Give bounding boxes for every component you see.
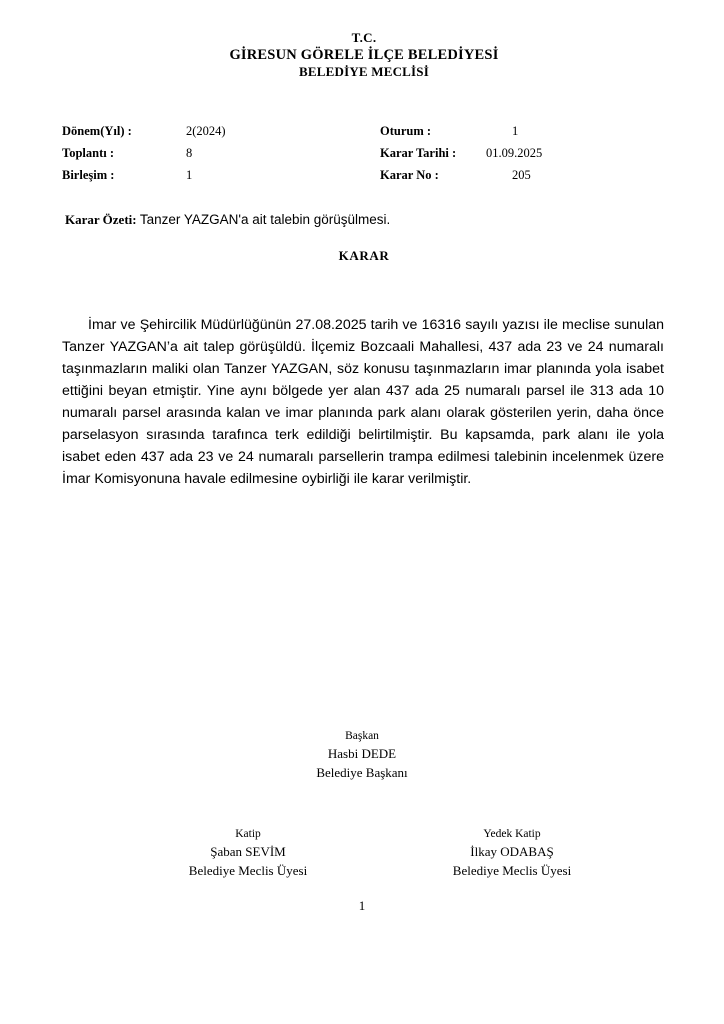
- meta-label-birlesim: Birleşim :: [62, 167, 115, 182]
- meta-column-right: [380, 124, 542, 190]
- signature-row: [62, 826, 666, 880]
- page-number: 1: [358, 898, 366, 913]
- signature-deputy-clerk: [380, 826, 644, 880]
- signature-chair: [0, 728, 724, 782]
- decision-heading: KARAR: [338, 247, 390, 263]
- meta-block: [62, 124, 666, 190]
- signature-chair-role: Başkan: [345, 730, 379, 742]
- decision-summary: [62, 212, 666, 228]
- meta-row-oturum: [380, 124, 542, 139]
- meta-value-karar-no: 205: [512, 167, 531, 182]
- header-line-council: BELEDİYE MECLİSİ: [299, 64, 429, 80]
- meta-value-toplanti: 8: [186, 145, 193, 160]
- decision-summary-label: Karar Özeti:: [65, 211, 137, 227]
- meta-row-karar-tarihi: [380, 146, 542, 161]
- signature-chair-name: Hasbi DEDE: [327, 745, 397, 761]
- meta-value-birlesim: 1: [186, 167, 193, 182]
- meta-value-donem: 2(2024): [186, 123, 226, 138]
- meta-label-donem: Dönem(Yıl) :: [62, 123, 132, 138]
- signature-clerk-name: Şaban SEVİM: [210, 843, 286, 859]
- document-header: [62, 30, 666, 81]
- signature-deputy-clerk-name: İlkay ODABAŞ: [470, 843, 554, 859]
- signature-deputy-clerk-role: Yedek Katip: [483, 828, 541, 840]
- meta-row-toplanti: [62, 146, 380, 161]
- meta-value-oturum: 1: [512, 123, 519, 138]
- meta-row-karar-no: [380, 168, 542, 183]
- signature-clerk-role: Katip: [235, 828, 261, 840]
- meta-label-oturum: Oturum :: [380, 123, 432, 138]
- signature-deputy-clerk-title: Belediye Meclis Üyesi: [452, 862, 572, 878]
- meta-column-left: [62, 124, 380, 190]
- header-line-municipality: GİRESUN GÖRELE İLÇE BELEDİYESİ: [229, 47, 499, 64]
- signature-clerk-title: Belediye Meclis Üyesi: [188, 862, 308, 878]
- meta-row-donem: [62, 124, 380, 139]
- signature-clerk: [116, 826, 380, 880]
- meta-label-karar-tarihi: Karar Tarihi :: [380, 145, 457, 160]
- meta-row-birlesim: [62, 168, 380, 183]
- meta-label-karar-no: Karar No :: [380, 167, 439, 182]
- meta-label-toplanti: Toplantı :: [62, 145, 114, 160]
- signature-chair-title: Belediye Başkanı: [316, 764, 408, 780]
- decision-body-text: İmar ve Şehircilik Müdürlüğünün 27.08.2025 tarih ve 16316 sayılı yazısı ile meclise sunulan Tanzer YAZGAN’a ait talep görüşüldü. İlçemiz Bozcaali Mahallesi, 437 ada 23 ve 24 numaralı taşınmazların maliki olan Tanzer YAZGAN, söz konusu taşınmazların imar planında yola isabet ettiğini beyan etmiştir. Yine aynı bölgede yer alan 437 ada 25 numaralı parsel ile 313 ada 10 numaralı parsel arasında kalan ve imar planında park alanı olarak gösterilen yerin, daha önce parselasyon sırasında tarafınca terk edildiği belirtilmiştir. Bu kapsamda, park alanı ile yola isabet eden 437 ada 23 ve 24 numaralı parsellerin trampa edilmesi talebinin incelenmek üzere İmar Komisyonuna havale edilmesine oybirliği ile karar verilmiştir.: [62, 316, 664, 487]
- decision-summary-text: Tanzer YAZGAN'a ait talebin görüşülmesi.: [139, 211, 391, 227]
- header-line-tc: T.C.: [351, 30, 377, 45]
- meta-value-karar-tarihi: 01.09.2025: [486, 145, 543, 160]
